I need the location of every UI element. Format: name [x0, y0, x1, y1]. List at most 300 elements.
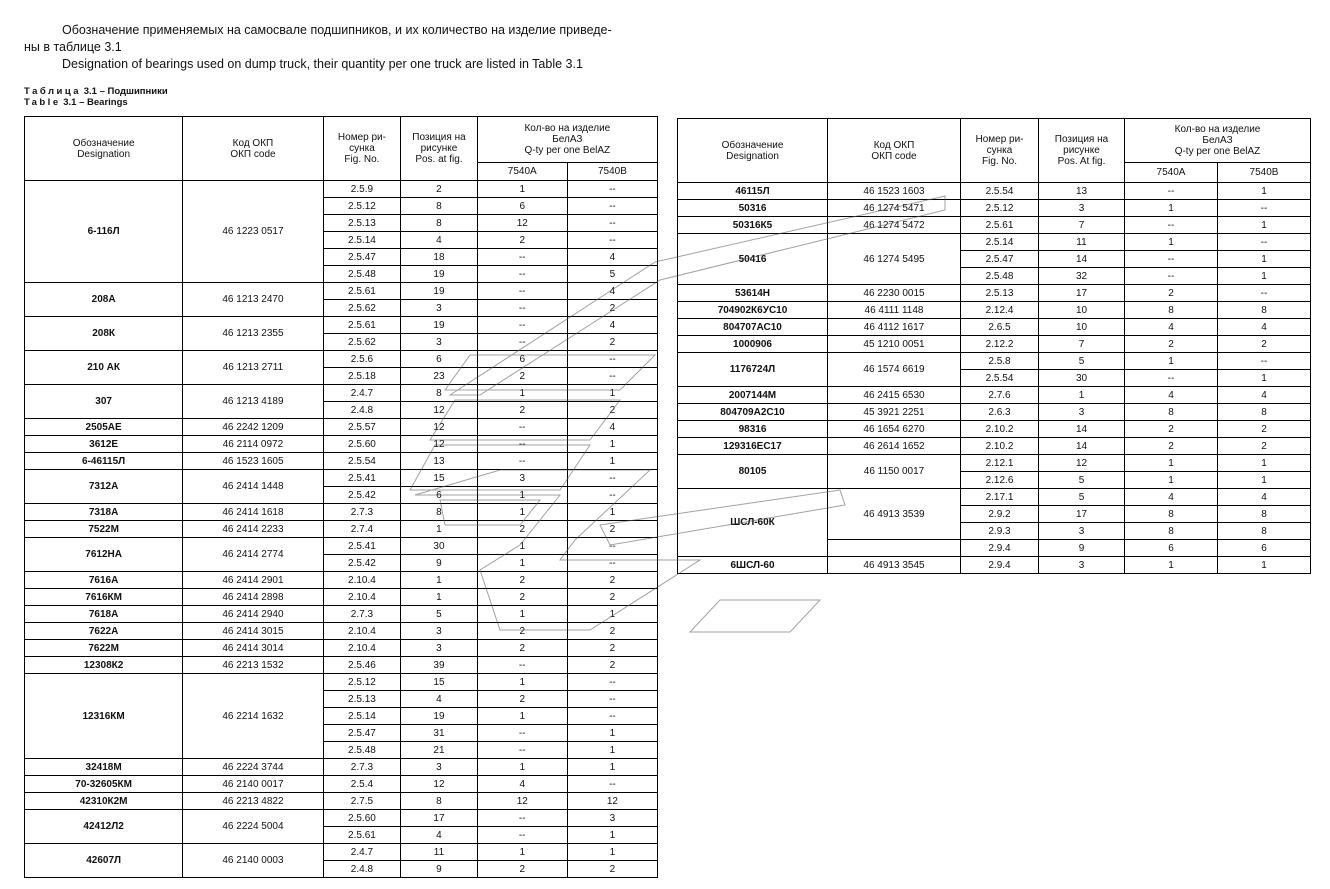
position-cell: 13 — [401, 453, 478, 470]
fig-number-cell: 2.9.4 — [961, 557, 1039, 574]
fig-number-cell: 2.5.54 — [323, 453, 401, 470]
qty-7540b-cell: 1 — [567, 844, 657, 861]
qty-7540a-cell: 8 — [1125, 404, 1218, 421]
table-row — [678, 455, 1311, 472]
qty-7540a-cell: 2 — [477, 861, 567, 878]
fig-number-cell: 2.5.42 — [323, 487, 401, 504]
table-row — [678, 489, 1311, 506]
fig-number-cell: 2.5.54 — [961, 183, 1039, 200]
table-row — [678, 217, 1311, 234]
position-cell: 19 — [401, 266, 478, 283]
qty-7540b-cell: 2 — [567, 334, 657, 351]
fig-number-cell: 2.7.6 — [961, 387, 1039, 404]
qty-7540a-cell: 1 — [1125, 472, 1218, 489]
header-qty: Кол-во на изделие БелАЗ Q-ty per one BelAZ — [477, 117, 657, 163]
designation-cell: 704902К6УС10 — [678, 302, 828, 319]
qty-7540b-cell: 1 — [1218, 557, 1311, 574]
table-row — [25, 521, 658, 538]
designation-cell: 42310К2М — [25, 793, 183, 810]
qty-7540a-cell: 2 — [1125, 285, 1218, 302]
okp-code-cell: 46 1274 5472 — [828, 217, 961, 234]
qty-7540a-cell: 1 — [477, 385, 567, 402]
qty-7540a-cell: 1 — [477, 555, 567, 572]
qty-7540a-cell: 2 — [477, 589, 567, 606]
fig-number-cell: 2.5.61 — [323, 317, 401, 334]
okp-code-cell: 46 1223 0517 — [183, 181, 323, 283]
qty-7540b-cell: 2 — [567, 402, 657, 419]
fig-number-cell: 2.10.2 — [961, 438, 1039, 455]
header-designation: Обозначение Designation — [25, 117, 183, 181]
position-cell: 1 — [1039, 387, 1125, 404]
position-cell: 3 — [401, 300, 478, 317]
table-row — [25, 317, 658, 334]
qty-7540a-cell: 4 — [1125, 319, 1218, 336]
qty-7540a-cell: 8 — [1125, 302, 1218, 319]
position-cell: 39 — [401, 657, 478, 674]
qty-7540b-cell: 3 — [567, 810, 657, 827]
table-row — [678, 353, 1311, 370]
qty-7540a-cell: -- — [477, 436, 567, 453]
okp-code-cell: 46 2140 0017 — [183, 776, 323, 793]
qty-7540a-cell: 1 — [477, 487, 567, 504]
position-cell: 8 — [401, 198, 478, 215]
position-cell: 4 — [401, 691, 478, 708]
qty-7540b-cell: 1 — [1218, 455, 1311, 472]
header-model-7540b: 7540В — [1218, 163, 1311, 183]
designation-cell: 208К — [25, 317, 183, 351]
qty-7540b-cell: 2 — [1218, 336, 1311, 353]
position-cell: 8 — [401, 793, 478, 810]
table-row — [678, 319, 1311, 336]
table-row — [25, 283, 658, 300]
okp-code-cell: 46 2213 1532 — [183, 657, 323, 674]
position-cell: 8 — [401, 385, 478, 402]
fig-number-cell: 2.5.60 — [323, 810, 401, 827]
qty-7540b-cell: -- — [567, 487, 657, 504]
designation-cell: 50316К5 — [678, 217, 828, 234]
table-row — [25, 623, 658, 640]
fig-number-cell: 2.6.5 — [961, 319, 1039, 336]
designation-cell: 50316 — [678, 200, 828, 217]
qty-7540b-cell: -- — [567, 708, 657, 725]
fig-number-cell: 2.7.4 — [323, 521, 401, 538]
qty-7540b-cell: 4 — [1218, 319, 1311, 336]
header-designation: Обозначение Designation — [678, 119, 828, 183]
designation-cell: 2505АЕ — [25, 419, 183, 436]
header-fig: Номер ри- сунка Fig. No. — [961, 119, 1039, 183]
caption-ru-rest: 3.1 – Подшипники — [81, 86, 168, 97]
okp-code-cell: 46 1574 6619 — [828, 353, 961, 387]
caption-en-rest: 3.1 – Bearings — [60, 97, 128, 108]
position-cell: 32 — [1039, 268, 1125, 285]
table-row — [25, 844, 658, 861]
designation-cell: 7622А — [25, 623, 183, 640]
qty-7540b-cell: -- — [567, 215, 657, 232]
qty-7540b-cell: 6 — [1218, 540, 1311, 557]
position-cell: 17 — [1039, 285, 1125, 302]
position-cell: 17 — [401, 810, 478, 827]
bearings-table-right — [677, 118, 1311, 574]
fig-number-cell: 2.5.12 — [323, 674, 401, 691]
okp-code-cell: 46 2414 3015 — [183, 623, 323, 640]
designation-cell: 1000906 — [678, 336, 828, 353]
fig-number-cell: 2.5.13 — [323, 215, 401, 232]
fig-number-cell: 2.5.46 — [323, 657, 401, 674]
intro-en: Designation of bearings used on dump truck, their quantity per one truck are listed in Table 3.1 — [62, 57, 583, 71]
fig-number-cell: 2.4.8 — [323, 402, 401, 419]
qty-7540b-cell: 1 — [567, 453, 657, 470]
qty-7540a-cell: 1 — [1125, 353, 1218, 370]
table-row — [678, 387, 1311, 404]
position-cell: 5 — [1039, 472, 1125, 489]
position-cell: 6 — [401, 351, 478, 368]
position-cell: 3 — [1039, 557, 1125, 574]
position-cell: 12 — [401, 419, 478, 436]
fig-number-cell: 2.5.13 — [961, 285, 1039, 302]
fig-number-cell: 2.5.61 — [323, 827, 401, 844]
fig-number-cell: 2.10.4 — [323, 572, 401, 589]
table-row — [25, 504, 658, 521]
position-cell: 9 — [401, 861, 478, 878]
position-cell: 17 — [1039, 506, 1125, 523]
fig-number-cell: 2.5.42 — [323, 555, 401, 572]
designation-cell: 6-46115Л — [25, 453, 183, 470]
fig-number-cell: 2.5.14 — [961, 234, 1039, 251]
okp-code-cell: 46 1150 0017 — [828, 455, 961, 489]
qty-7540a-cell: -- — [1125, 217, 1218, 234]
okp-code-cell: 46 1213 2470 — [183, 283, 323, 317]
qty-7540a-cell: 1 — [477, 708, 567, 725]
okp-code-cell: 46 2414 1618 — [183, 504, 323, 521]
position-cell: 15 — [401, 470, 478, 487]
qty-7540a-cell: 1 — [477, 674, 567, 691]
fig-number-cell: 2.5.48 — [323, 266, 401, 283]
qty-7540b-cell: 2 — [567, 572, 657, 589]
qty-7540a-cell: -- — [477, 742, 567, 759]
fig-number-cell: 2.7.5 — [323, 793, 401, 810]
qty-7540b-cell: -- — [567, 470, 657, 487]
position-cell: 6 — [401, 487, 478, 504]
table-row — [25, 470, 658, 487]
qty-7540b-cell: 8 — [1218, 404, 1311, 421]
fig-number-cell: 2.10.2 — [961, 421, 1039, 438]
position-cell: 9 — [401, 555, 478, 572]
designation-cell: 7622М — [25, 640, 183, 657]
qty-7540b-cell: 2 — [567, 640, 657, 657]
qty-7540a-cell: 4 — [477, 776, 567, 793]
okp-code-cell: 46 1274 5495 — [828, 234, 961, 285]
qty-7540a-cell: -- — [477, 657, 567, 674]
qty-7540b-cell: 8 — [1218, 302, 1311, 319]
fig-number-cell: 2.5.47 — [323, 249, 401, 266]
designation-cell: 98316 — [678, 421, 828, 438]
qty-7540a-cell: -- — [477, 317, 567, 334]
okp-code-cell: 46 1213 2355 — [183, 317, 323, 351]
qty-7540a-cell: 2 — [1125, 438, 1218, 455]
designation-cell: 307 — [25, 385, 183, 419]
qty-7540a-cell: -- — [477, 810, 567, 827]
qty-7540b-cell: -- — [567, 776, 657, 793]
qty-7540b-cell: -- — [567, 351, 657, 368]
fig-number-cell: 2.10.4 — [323, 640, 401, 657]
designation-cell: 46115Л — [678, 183, 828, 200]
header-fig: Номер ри- сунка Fig. No. — [323, 117, 401, 181]
okp-code-cell: 46 2614 1652 — [828, 438, 961, 455]
qty-7540a-cell: -- — [477, 249, 567, 266]
qty-7540a-cell: 2 — [477, 402, 567, 419]
fig-number-cell: 2.5.9 — [323, 181, 401, 198]
designation-cell: 6-116Л — [25, 181, 183, 283]
designation-cell: ШСЛ-60К — [678, 489, 828, 557]
table-row — [25, 436, 658, 453]
position-cell: 12 — [401, 402, 478, 419]
designation-cell: 80105 — [678, 455, 828, 489]
fig-number-cell: 2.5.6 — [323, 351, 401, 368]
qty-7540a-cell: -- — [477, 453, 567, 470]
header-okp: Код ОКП ОКП code — [183, 117, 323, 181]
okp-code-cell: 46 2114 0972 — [183, 436, 323, 453]
qty-7540b-cell: -- — [1218, 234, 1311, 251]
position-cell: 3 — [1039, 200, 1125, 217]
position-cell: 9 — [1039, 540, 1125, 557]
okp-code-cell: 45 1210 0051 — [828, 336, 961, 353]
okp-code-cell: 46 2414 2898 — [183, 589, 323, 606]
position-cell: 30 — [401, 538, 478, 555]
qty-7540a-cell: 1 — [477, 504, 567, 521]
qty-7540a-cell: 2 — [477, 232, 567, 249]
qty-7540a-cell: 8 — [1125, 523, 1218, 540]
position-cell: 8 — [401, 504, 478, 521]
table-row — [678, 336, 1311, 353]
table-row — [678, 421, 1311, 438]
qty-7540b-cell: -- — [567, 198, 657, 215]
position-cell: 19 — [401, 283, 478, 300]
okp-code-cell: 46 1213 2711 — [183, 351, 323, 385]
qty-7540b-cell: -- — [567, 181, 657, 198]
qty-7540a-cell: 4 — [1125, 387, 1218, 404]
header-model-7540a: 7540А — [477, 163, 567, 181]
qty-7540a-cell: -- — [477, 725, 567, 742]
fig-number-cell: 2.5.62 — [323, 300, 401, 317]
qty-7540a-cell: 2 — [1125, 421, 1218, 438]
fig-number-cell: 2.5.60 — [323, 436, 401, 453]
position-cell: 5 — [401, 606, 478, 623]
table-row — [678, 302, 1311, 319]
table-row — [25, 640, 658, 657]
qty-7540b-cell: 4 — [1218, 489, 1311, 506]
caption-ru-word: Таблица — [24, 86, 82, 97]
header-pos: Позиция на рисунке Pos. At fig. — [1039, 119, 1125, 183]
fig-number-cell: 2.5.14 — [323, 708, 401, 725]
qty-7540a-cell: -- — [477, 266, 567, 283]
fig-number-cell: 2.5.12 — [961, 200, 1039, 217]
position-cell: 2 — [401, 181, 478, 198]
okp-code-cell: 46 2414 2774 — [183, 538, 323, 572]
okp-code-cell: 46 2214 1632 — [183, 674, 323, 759]
position-cell: 12 — [401, 436, 478, 453]
designation-cell: 32418М — [25, 759, 183, 776]
table-row — [25, 351, 658, 368]
qty-7540a-cell: 8 — [1125, 506, 1218, 523]
table-caption — [24, 86, 168, 108]
qty-7540a-cell: 1 — [477, 538, 567, 555]
qty-7540a-cell: 2 — [477, 640, 567, 657]
position-cell: 31 — [401, 725, 478, 742]
qty-7540a-cell: 1 — [1125, 557, 1218, 574]
table-row — [25, 181, 658, 198]
fig-number-cell: 2.5.4 — [323, 776, 401, 793]
okp-code-cell — [828, 540, 961, 557]
okp-code-cell: 46 2140 0003 — [183, 844, 323, 878]
fig-number-cell: 2.9.3 — [961, 523, 1039, 540]
qty-7540a-cell: 1 — [1125, 234, 1218, 251]
okp-code-cell: 46 4913 3545 — [828, 557, 961, 574]
qty-7540b-cell: 1 — [1218, 217, 1311, 234]
position-cell: 11 — [401, 844, 478, 861]
okp-code-cell: 45 3921 2251 — [828, 404, 961, 421]
qty-7540a-cell: 12 — [477, 793, 567, 810]
qty-7540b-cell: 2 — [567, 589, 657, 606]
header-pos: Позиция на рисунке Pos. at fig. — [401, 117, 478, 181]
fig-number-cell: 2.10.4 — [323, 623, 401, 640]
position-cell: 14 — [1039, 438, 1125, 455]
qty-7540a-cell: 2 — [477, 521, 567, 538]
okp-code-cell: 46 2414 2901 — [183, 572, 323, 589]
qty-7540a-cell: -- — [1125, 251, 1218, 268]
designation-cell: 12308К2 — [25, 657, 183, 674]
qty-7540b-cell: 8 — [1218, 506, 1311, 523]
qty-7540a-cell: 2 — [477, 368, 567, 385]
qty-7540b-cell: 1 — [567, 725, 657, 742]
qty-7540a-cell: 6 — [477, 351, 567, 368]
qty-7540b-cell: 1 — [1218, 370, 1311, 387]
qty-7540b-cell: -- — [1218, 353, 1311, 370]
table-row — [25, 793, 658, 810]
fig-number-cell: 2.5.47 — [323, 725, 401, 742]
fig-number-cell: 2.5.62 — [323, 334, 401, 351]
qty-7540b-cell: 1 — [567, 436, 657, 453]
position-cell: 8 — [401, 215, 478, 232]
qty-7540a-cell: -- — [1125, 183, 1218, 200]
qty-7540a-cell: 6 — [1125, 540, 1218, 557]
designation-cell: 208А — [25, 283, 183, 317]
table-row — [25, 776, 658, 793]
table-row — [25, 572, 658, 589]
table-row — [25, 674, 658, 691]
table-row — [25, 453, 658, 470]
header-model-7540a: 7540А — [1125, 163, 1218, 183]
position-cell: 14 — [1039, 421, 1125, 438]
fig-number-cell: 2.4.7 — [323, 844, 401, 861]
designation-cell: 804709А2С10 — [678, 404, 828, 421]
position-cell: 4 — [401, 827, 478, 844]
qty-7540b-cell: 2 — [567, 623, 657, 640]
qty-7540a-cell: 12 — [477, 215, 567, 232]
position-cell: 21 — [401, 742, 478, 759]
qty-7540b-cell: -- — [1218, 200, 1311, 217]
qty-7540b-cell: 4 — [567, 317, 657, 334]
fig-number-cell: 2.12.1 — [961, 455, 1039, 472]
qty-7540b-cell: 1 — [567, 759, 657, 776]
fig-number-cell: 2.5.48 — [961, 268, 1039, 285]
fig-number-cell: 2.5.8 — [961, 353, 1039, 370]
qty-7540b-cell: 4 — [567, 419, 657, 436]
qty-7540b-cell: 4 — [567, 283, 657, 300]
fig-number-cell: 2.7.3 — [323, 504, 401, 521]
position-cell: 3 — [401, 640, 478, 657]
position-cell: 3 — [401, 334, 478, 351]
header-qty: Кол-во на изделие БелАЗ Q-ty per one BelAZ — [1125, 119, 1311, 163]
okp-code-cell: 46 1274 5471 — [828, 200, 961, 217]
qty-7540a-cell: 3 — [477, 470, 567, 487]
qty-7540b-cell: 4 — [1218, 387, 1311, 404]
fig-number-cell: 2.5.48 — [323, 742, 401, 759]
position-cell: 1 — [401, 521, 478, 538]
qty-7540b-cell: 1 — [1218, 251, 1311, 268]
position-cell: 15 — [401, 674, 478, 691]
qty-7540a-cell: 1 — [477, 844, 567, 861]
okp-code-cell: 46 2224 3744 — [183, 759, 323, 776]
qty-7540b-cell: 2 — [567, 300, 657, 317]
qty-7540b-cell: 4 — [567, 249, 657, 266]
position-cell: 5 — [1039, 489, 1125, 506]
designation-cell: 7618А — [25, 606, 183, 623]
qty-7540a-cell: 4 — [1125, 489, 1218, 506]
designation-cell: 42607Л — [25, 844, 183, 878]
bearings-table-left — [24, 116, 658, 878]
qty-7540b-cell: -- — [567, 691, 657, 708]
position-cell: 7 — [1039, 217, 1125, 234]
qty-7540b-cell: 1 — [567, 742, 657, 759]
table-row — [678, 183, 1311, 200]
qty-7540a-cell: 1 — [477, 759, 567, 776]
fig-number-cell: 2.5.41 — [323, 538, 401, 555]
position-cell: 11 — [1039, 234, 1125, 251]
okp-code-cell: 46 2230 0015 — [828, 285, 961, 302]
qty-7540a-cell: 1 — [1125, 200, 1218, 217]
position-cell: 3 — [1039, 523, 1125, 540]
position-cell: 23 — [401, 368, 478, 385]
qty-7540a-cell: -- — [477, 419, 567, 436]
position-cell: 10 — [1039, 319, 1125, 336]
fig-number-cell: 2.12.6 — [961, 472, 1039, 489]
table-row — [25, 606, 658, 623]
qty-7540b-cell: 1 — [1218, 183, 1311, 200]
position-cell: 30 — [1039, 370, 1125, 387]
okp-code-cell: 46 1523 1603 — [828, 183, 961, 200]
fig-number-cell: 2.9.2 — [961, 506, 1039, 523]
qty-7540b-cell: 2 — [567, 521, 657, 538]
qty-7540b-cell: 2 — [1218, 438, 1311, 455]
fig-number-cell: 2.5.54 — [961, 370, 1039, 387]
position-cell: 7 — [1039, 336, 1125, 353]
fig-number-cell: 2.5.12 — [323, 198, 401, 215]
header-model-7540b: 7540В — [567, 163, 657, 181]
okp-code-cell: 46 2213 4822 — [183, 793, 323, 810]
position-cell: 14 — [1039, 251, 1125, 268]
position-cell: 3 — [401, 623, 478, 640]
qty-7540a-cell: 2 — [1125, 336, 1218, 353]
qty-7540a-cell: 1 — [477, 181, 567, 198]
qty-7540b-cell: -- — [567, 538, 657, 555]
fig-number-cell: 2.7.3 — [323, 759, 401, 776]
fig-number-cell: 2.5.14 — [323, 232, 401, 249]
position-cell: 10 — [1039, 302, 1125, 319]
fig-number-cell: 2.5.13 — [323, 691, 401, 708]
designation-cell: 210 АК — [25, 351, 183, 385]
fig-number-cell: 2.9.4 — [961, 540, 1039, 557]
designation-cell: 70-32605КМ — [25, 776, 183, 793]
